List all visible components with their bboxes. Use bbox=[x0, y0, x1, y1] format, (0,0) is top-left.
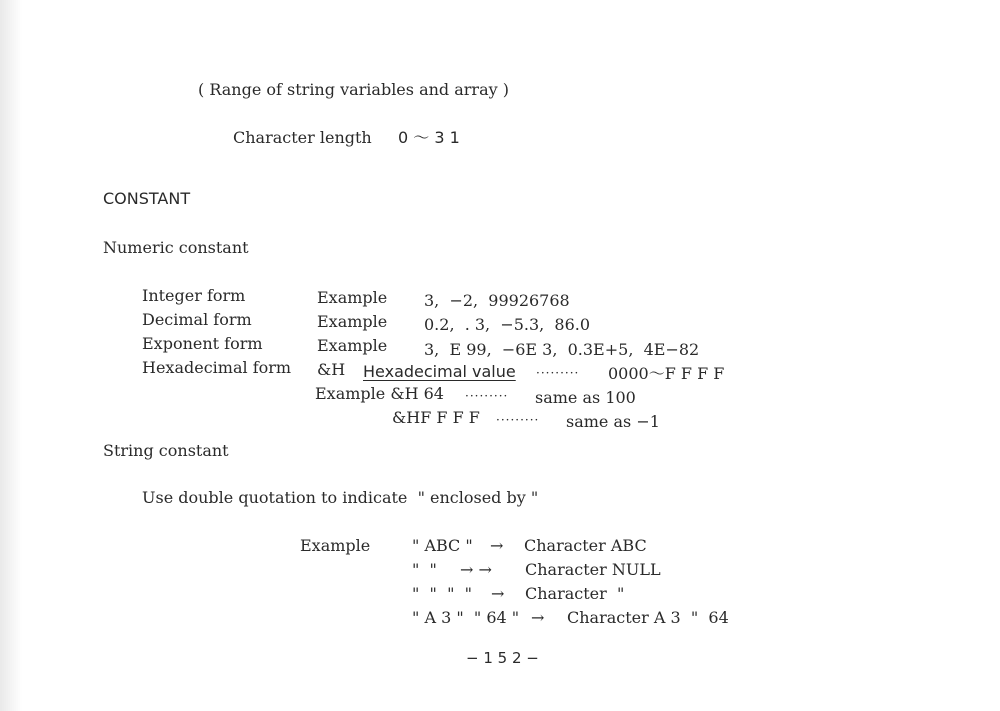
numeric-constant-heading: Numeric constant bbox=[103, 238, 249, 257]
hex-value-placeholder: Hexadecimal value bbox=[363, 362, 516, 381]
page-edge-shadow bbox=[0, 0, 22, 711]
string-example-4-result: Character A 3 " 64 bbox=[567, 608, 729, 627]
page-number: − 1 5 2 − bbox=[466, 649, 539, 667]
string-example-1-input: " ABC " bbox=[412, 536, 473, 555]
exponent-form-label: Exponent form bbox=[142, 334, 263, 353]
hex-prefix-label: &H bbox=[317, 360, 346, 379]
integer-form-label: Integer form bbox=[142, 286, 246, 305]
string-example-1-result: Character ABC bbox=[524, 536, 647, 555]
decimal-example-label: Example bbox=[317, 312, 388, 331]
string-example-4-input: " A 3 " " 64 " bbox=[412, 608, 520, 627]
hex-range: 0000～F F F F bbox=[608, 364, 725, 383]
hex-example-2-dots: ········· bbox=[496, 413, 540, 427]
decimal-form-label: Decimal form bbox=[142, 310, 252, 329]
string-example-2-arrow: → → bbox=[460, 560, 492, 579]
range-heading: ( Range of string variables and array ) bbox=[198, 80, 509, 99]
hex-dots: ········· bbox=[536, 366, 580, 380]
integer-example-label: Example bbox=[317, 288, 388, 307]
hex-example-1-result: same as 100 bbox=[535, 388, 636, 407]
hex-example-1-label: Example &H 64 bbox=[315, 384, 444, 403]
quote-note: Use double quotation to indicate " enclosed by " bbox=[142, 488, 539, 507]
integer-example-value: 3, −2, 99926768 bbox=[424, 291, 570, 310]
string-constant-heading: String constant bbox=[103, 441, 229, 460]
hex-example-2-label: &HF F F F bbox=[392, 408, 480, 427]
string-example-1-arrow: → bbox=[490, 536, 504, 555]
hexadecimal-form-label: Hexadecimal form bbox=[142, 358, 292, 377]
char-length-value: 0 ～ 3 1 bbox=[398, 128, 460, 147]
string-example-2-result: Character NULL bbox=[525, 560, 661, 579]
hex-example-1-dots: ········· bbox=[465, 389, 509, 403]
decimal-example-value: 0.2, . 3, −5.3, 86.0 bbox=[424, 315, 591, 334]
exponent-example-label: Example bbox=[317, 336, 388, 355]
char-length-label: Character length bbox=[233, 128, 372, 147]
string-example-4-arrow: → bbox=[531, 608, 545, 627]
exponent-example-value: 3, E 99, −6E 3, 0.3E+5, 4E−82 bbox=[424, 340, 700, 359]
string-example-3-arrow: → bbox=[491, 584, 505, 603]
string-example-3-input: " " " " bbox=[412, 584, 472, 603]
section-title: CONSTANT bbox=[103, 189, 191, 208]
string-example-2-input: " " bbox=[412, 560, 437, 579]
hex-example-2-result: same as −1 bbox=[566, 412, 660, 431]
string-examples-label: Example bbox=[300, 536, 371, 555]
string-example-3-result: Character " bbox=[525, 584, 625, 603]
